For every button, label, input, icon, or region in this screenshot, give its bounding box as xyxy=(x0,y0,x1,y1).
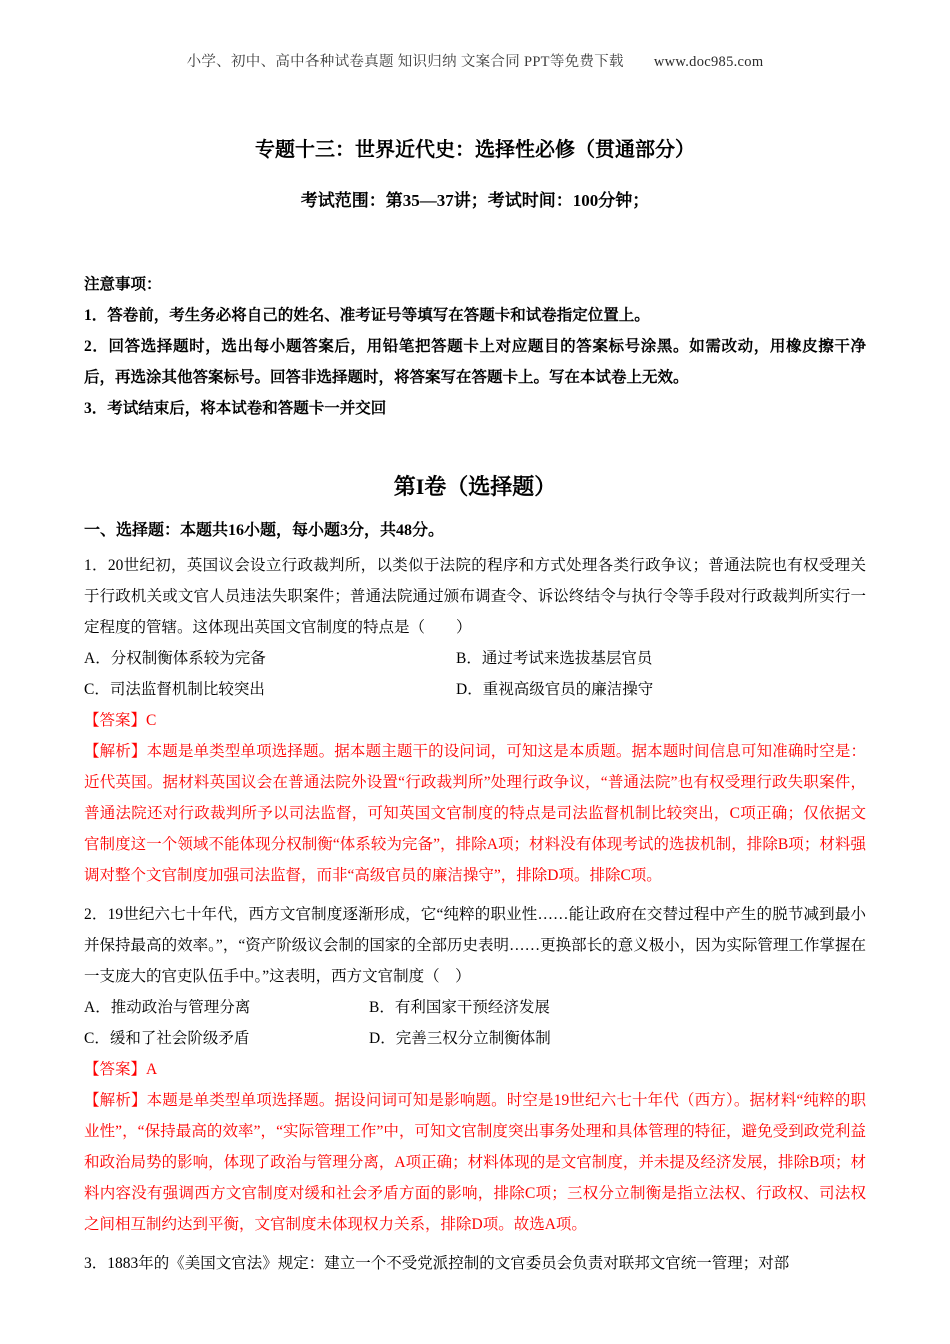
question-2-option-b: B．有利国家干预经济发展 xyxy=(369,999,550,1016)
question-1-option-c: C．司法监督机制比较突出 xyxy=(84,681,265,698)
question-1-option-b: B．通过考试来选拔基层官员 xyxy=(456,650,653,667)
section-title: 第I卷（选择题） xyxy=(393,474,557,499)
site-promo-text: 小学、初中、高中各种试卷真题 知识归纳 文案合同 PPT等免费下载 xyxy=(186,54,624,70)
question-2-stem: 2．19世纪六七十年代，西方文官制度逐渐形成，它“纯粹的职业性……能让政府在交替过程中产生的脱节减到最小并保持最高的效率。”，“资产阶级议会制的国家的全部历史表明……更换部长的意义极小，因为实际管理工作掌握在一支庞大的官吏队伍手中。”这表明，西方文官制度（ ） xyxy=(84,906,866,985)
question-1-stem: 1．20世纪初，英国议会设立行政裁判所，以类似于法院的程序和方式处理各类行政争议；普通法院也有权受理关于行政机关或文官人员违法失职案件；普通法院通过颁布调查令、诉讼终结令与执行令等手段对行政裁判所实行一定程度的管辖。这体现出英国文官制度的特点是（ ） xyxy=(84,557,866,636)
exam-scope-subtitle: 考试范围：第35—37讲；考试时间：100分钟； xyxy=(300,191,650,210)
question-1-option-d: D．重视高级官员的廉洁操守 xyxy=(456,681,654,698)
question-2-answer: 【答案】A xyxy=(84,1061,158,1078)
exam-title: 专题十三：世界近代史：选择性必修（贯通部分） xyxy=(255,139,695,161)
question-1-options-row-2 xyxy=(84,674,866,705)
question-2 xyxy=(84,899,866,1240)
notice-item-3: 3．考试结束后，将本试卷和答题卡一并交回 xyxy=(84,400,387,417)
question-1-answer: 【答案】C xyxy=(84,712,157,729)
question-1-options-row-1 xyxy=(84,643,866,674)
question-3-stem: 3．1883年的《美国文官法》规定：建立一个不受党派控制的文官委员会负责对联邦文官统一管理；对部 xyxy=(84,1255,790,1272)
question-3 xyxy=(84,1248,866,1279)
question-2-option-a: A．推动政治与管理分离 xyxy=(84,999,251,1016)
part-instructions: 一、选择题：本题共16小题，每小题3分，共48分。 xyxy=(84,522,445,539)
question-1-analysis: 【解析】本题是单类型单项选择题。据本题主题干的设问词，可知这是本质题。据本题时间信息可知准确时空是：近代英国。据材料英国议会在普通法院外设置“行政裁判所”处理行政争议，“普通法院”也有权受理行政失职案件，普通法院还对行政裁判所予以司法监督，可知英国文官制度的特点是司法监督机制比较突出，C项正确；仅依据文官制度这一个领域不能体现分权制衡“体系较为完备”，排除A项；材料没有体现考试的选拔机制，排除B项；材料强调对整个文官制度加强司法监督，而非“高级官员的廉洁操守”，排除D项。排除C项。 xyxy=(84,743,866,884)
notice-item-1: 1．答卷前，考生务必将自己的姓名、准考证号等填写在答题卡和试卷指定位置上。 xyxy=(84,307,650,324)
notice-section xyxy=(84,269,866,424)
question-1 xyxy=(84,550,866,891)
notice-item-2: 2．回答选择题时，选出每小题答案后，用铅笔把答题卡上对应题目的答案标号涂黑。如需改动，用橡皮擦干净后，再选涂其他答案标号。回答非选择题时，将答案写在答题卡上。写在本试卷上无效。 xyxy=(84,338,866,386)
question-2-analysis: 【解析】本题是单类型单项选择题。据设问词可知是影响题。时空是19世纪六七十年代（西方）。据材料“纯粹的职业性”，“保持最高的效率”，“实际管理工作”中，可知文官制度突出事务处理和具体管理的特征，避免受到政党利益和政治局势的影响，体现了政治与管理分离，A项正确；材料体现的是文官制度，并未提及经济发展，排除B项；材料内容没有强调西方文官制度对缓和社会矛盾方面的影响，排除C项；三权分立制衡是指立法权、行政权、司法权之间相互制约达到平衡，文官制度未体现权力关系，排除D项。故选A项。 xyxy=(84,1092,866,1233)
site-url-link[interactable]: www.doc985.com xyxy=(653,54,764,70)
notice-heading: 注意事项： xyxy=(84,276,162,293)
question-2-option-d: D．完善三权分立制衡体制 xyxy=(369,1030,551,1047)
question-2-options-row-1 xyxy=(84,992,866,1023)
site-banner xyxy=(84,50,866,71)
question-1-option-a: A．分权制衡体系较为完备 xyxy=(84,650,266,667)
question-2-option-c: C．缓和了社会阶级矛盾 xyxy=(84,1030,250,1047)
question-2-options-row-2 xyxy=(84,1023,866,1054)
